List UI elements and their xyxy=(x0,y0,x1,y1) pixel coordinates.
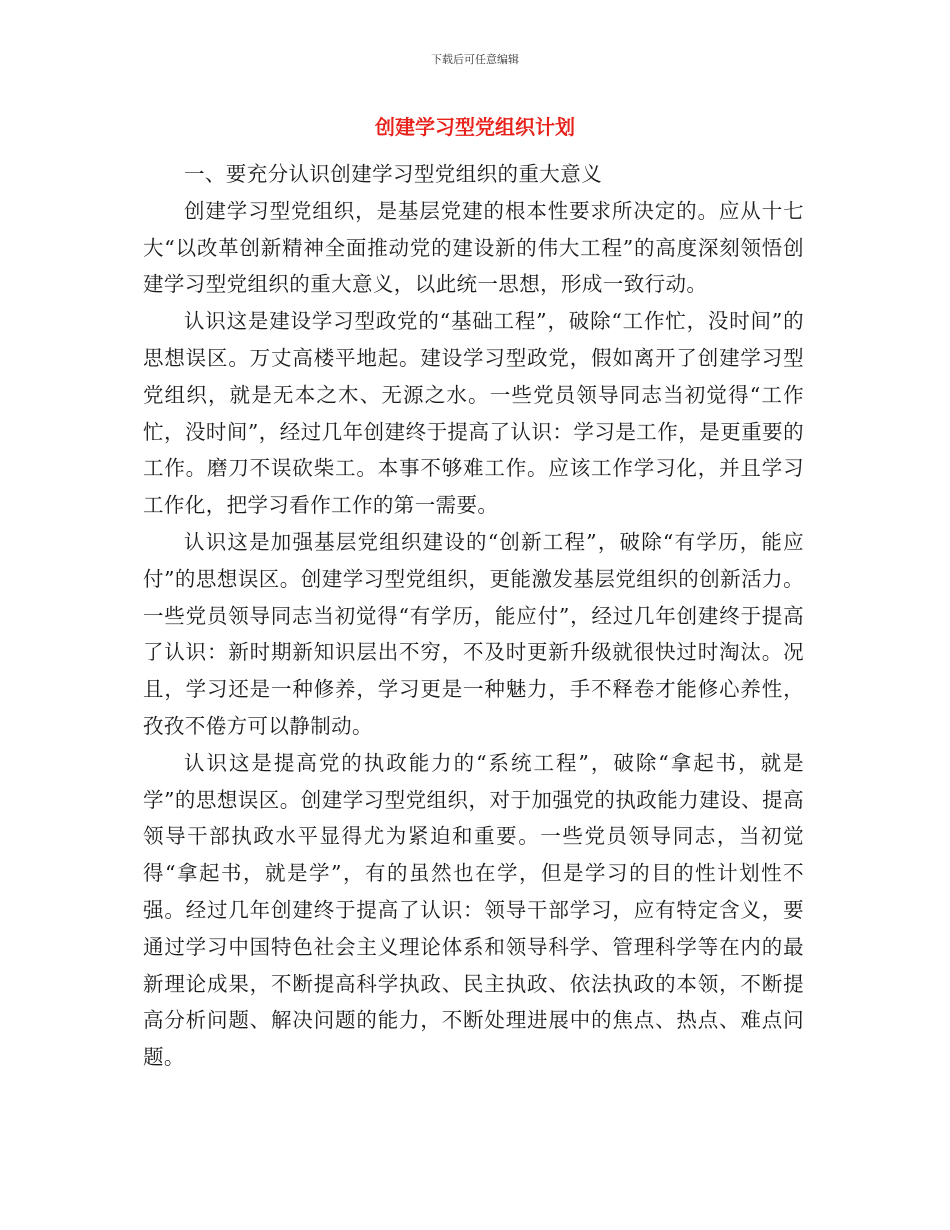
page-header-note: 下载后可任意编辑 xyxy=(431,53,519,66)
paragraph-foundation-project: 认识这是建设学习型政党的“基础工程”，破除“工作忙，没时间”的思想误区。万丈高楼平地起。建设学习型政党，假如离开了创建学习型党组织，就是无本之木、无源之水。一些党员领导同志当初觉得“工作忙，没时间”，经过几年创建终于提高了认识：学习是工作，是更重要的工作。磨刀不误砍柴工。本事不够难工作。应该工作学习化，并且学习工作化，把学习看作工作的第一需要。 xyxy=(143,309,804,518)
section-heading: 一、要充分认识创建学习型党组织的重大意义 xyxy=(184,162,602,186)
paragraph-system-project: 认识这是提高党的执政能力的“系统工程”，破除“拿起书，就是学”的思想误区。创建学习型党组织，对于加强党的执政能力建设、提高领导干部执政水平显得尤为紧迫和重要。一些党员领导同志，当初觉得“拿起书，就是学”，有的虽然也在学，但是学习的目的性计划性不强。经过几年创建终于提高了认识：领导干部学习，应有特定含义，要通过学习中国特色社会主义理论体系和领导科学、管理科学等在内的最新理论成果，不断提高科学执政、民主执政、依法执政的本领，不断提高分析问题、解决问题的能力，不断处理进展中的焦点、热点、难点问题。 xyxy=(143,750,804,1070)
document-title: 创建学习型党组织计划 xyxy=(375,115,575,139)
paragraph-intro: 创建学习型党组织，是基层党建的根本性要求所决定的。应从十七大“以改革创新精神全面推动党的建设新的伟大工程”的高度深刻领悟创建学习型党组织的重大意义，以此统一思想，形成一致行动。 xyxy=(143,198,804,297)
document-body xyxy=(143,156,804,1076)
paragraph-innovation-project: 认识这是加强基层党组织建设的“创新工程”，破除“有学历，能应付”的思想误区。创建学习型党组织，更能激发基层党组织的创新活力。一些党员领导同志当初觉得“有学历，能应付”，经过几年创建终于提高了认识：新时期新知识层出不穷，不及时更新升级就很快过时淘汰。况且，学习还是一种修养，学习更是一种魅力，手不释卷才能修心养性，孜孜不倦方可以静制动。 xyxy=(143,529,804,738)
